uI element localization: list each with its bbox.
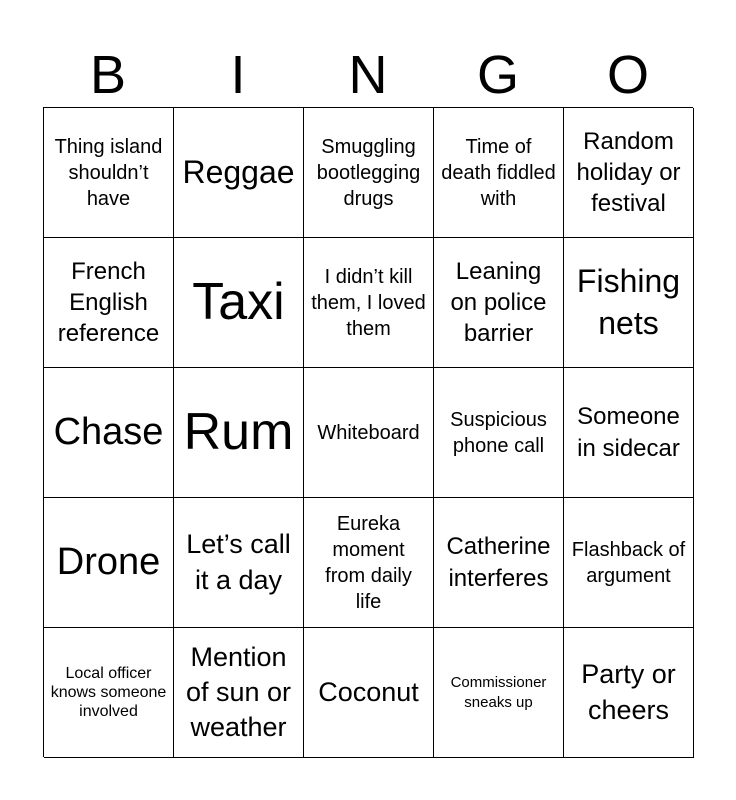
cell-text: Coconut <box>318 676 419 707</box>
cell-text: Fishing nets <box>576 262 681 341</box>
cell-text: Time of death fiddled with <box>441 135 556 210</box>
bingo-cell-r3c1[interactable] <box>44 368 174 498</box>
cell-text: Party or cheers <box>581 659 676 725</box>
cell-text: Catherine interferes <box>446 533 551 592</box>
bingo-cell-r5c1[interactable] <box>44 628 174 758</box>
bingo-header <box>43 44 693 106</box>
bingo-cell-r2c3[interactable] <box>304 238 434 368</box>
cell-text: Whiteboard <box>317 421 420 444</box>
cell-text: Random holiday or festival <box>576 127 681 218</box>
cell-text: Eureka moment from daily life <box>325 512 412 613</box>
header-letter-n: N <box>348 45 388 105</box>
cell-text: Local officer knows someone involved <box>50 664 167 721</box>
cell-text: Commissioner sneaks up <box>450 674 547 711</box>
bingo-cell-r5c4[interactable] <box>434 628 564 758</box>
bingo-cell-r1c1[interactable] <box>44 108 174 238</box>
cell-text: Someone in sidecar <box>577 403 680 462</box>
cell-text: Leaning on police barrier <box>450 257 547 348</box>
bingo-cell-r3c3[interactable] <box>304 368 434 498</box>
bingo-cell-r4c3[interactable] <box>304 498 434 628</box>
cell-text: Mention of sun or weather <box>185 641 292 743</box>
bingo-cell-r5c5[interactable] <box>564 628 694 758</box>
bingo-cell-r2c4[interactable] <box>434 238 564 368</box>
bingo-cell-r2c1[interactable] <box>44 238 174 368</box>
bingo-cell-r2c5[interactable] <box>564 238 694 368</box>
header-letter-g: G <box>476 45 519 105</box>
bingo-cell-r1c3[interactable] <box>304 108 434 238</box>
bingo-cell-r3c4[interactable] <box>434 368 564 498</box>
bingo-grid <box>43 107 693 757</box>
cell-text: Reggae <box>182 153 295 190</box>
cell-text: Taxi <box>192 272 285 331</box>
bingo-cell-r5c2[interactable] <box>174 628 304 758</box>
cell-text: Suspicious phone call <box>450 408 547 457</box>
cell-text: French English reference <box>57 257 160 348</box>
bingo-cell-r3c5[interactable] <box>564 368 694 498</box>
bingo-cell-r1c4[interactable] <box>434 108 564 238</box>
bingo-cell-r2c2[interactable] <box>174 238 304 368</box>
cell-text: Flashback of argument <box>571 538 686 587</box>
cell-text: Drone <box>56 540 161 583</box>
bingo-cell-r4c1[interactable] <box>44 498 174 628</box>
bingo-cell-r1c2[interactable] <box>174 108 304 238</box>
bingo-cell-r4c4[interactable] <box>434 498 564 628</box>
bingo-cell-r5c3[interactable] <box>304 628 434 758</box>
cell-text: Rum <box>183 402 294 461</box>
bingo-cell-r3c2[interactable] <box>174 368 304 498</box>
header-letter-o: O <box>606 45 649 105</box>
cell-text: Smuggling bootlegging drugs <box>316 135 421 210</box>
header-letter-b: B <box>89 45 127 105</box>
cell-text: I didn’t kill them, I loved them <box>311 265 426 340</box>
bingo-cell-r4c5[interactable] <box>564 498 694 628</box>
header-letter-i: I <box>230 45 246 105</box>
cell-text: Let’s call it a day <box>186 529 291 595</box>
cell-text: Chase <box>53 410 164 453</box>
bingo-cell-r1c5[interactable] <box>564 108 694 238</box>
bingo-cell-r4c2[interactable] <box>174 498 304 628</box>
cell-text: Thing island shouldn’t have <box>54 135 163 210</box>
